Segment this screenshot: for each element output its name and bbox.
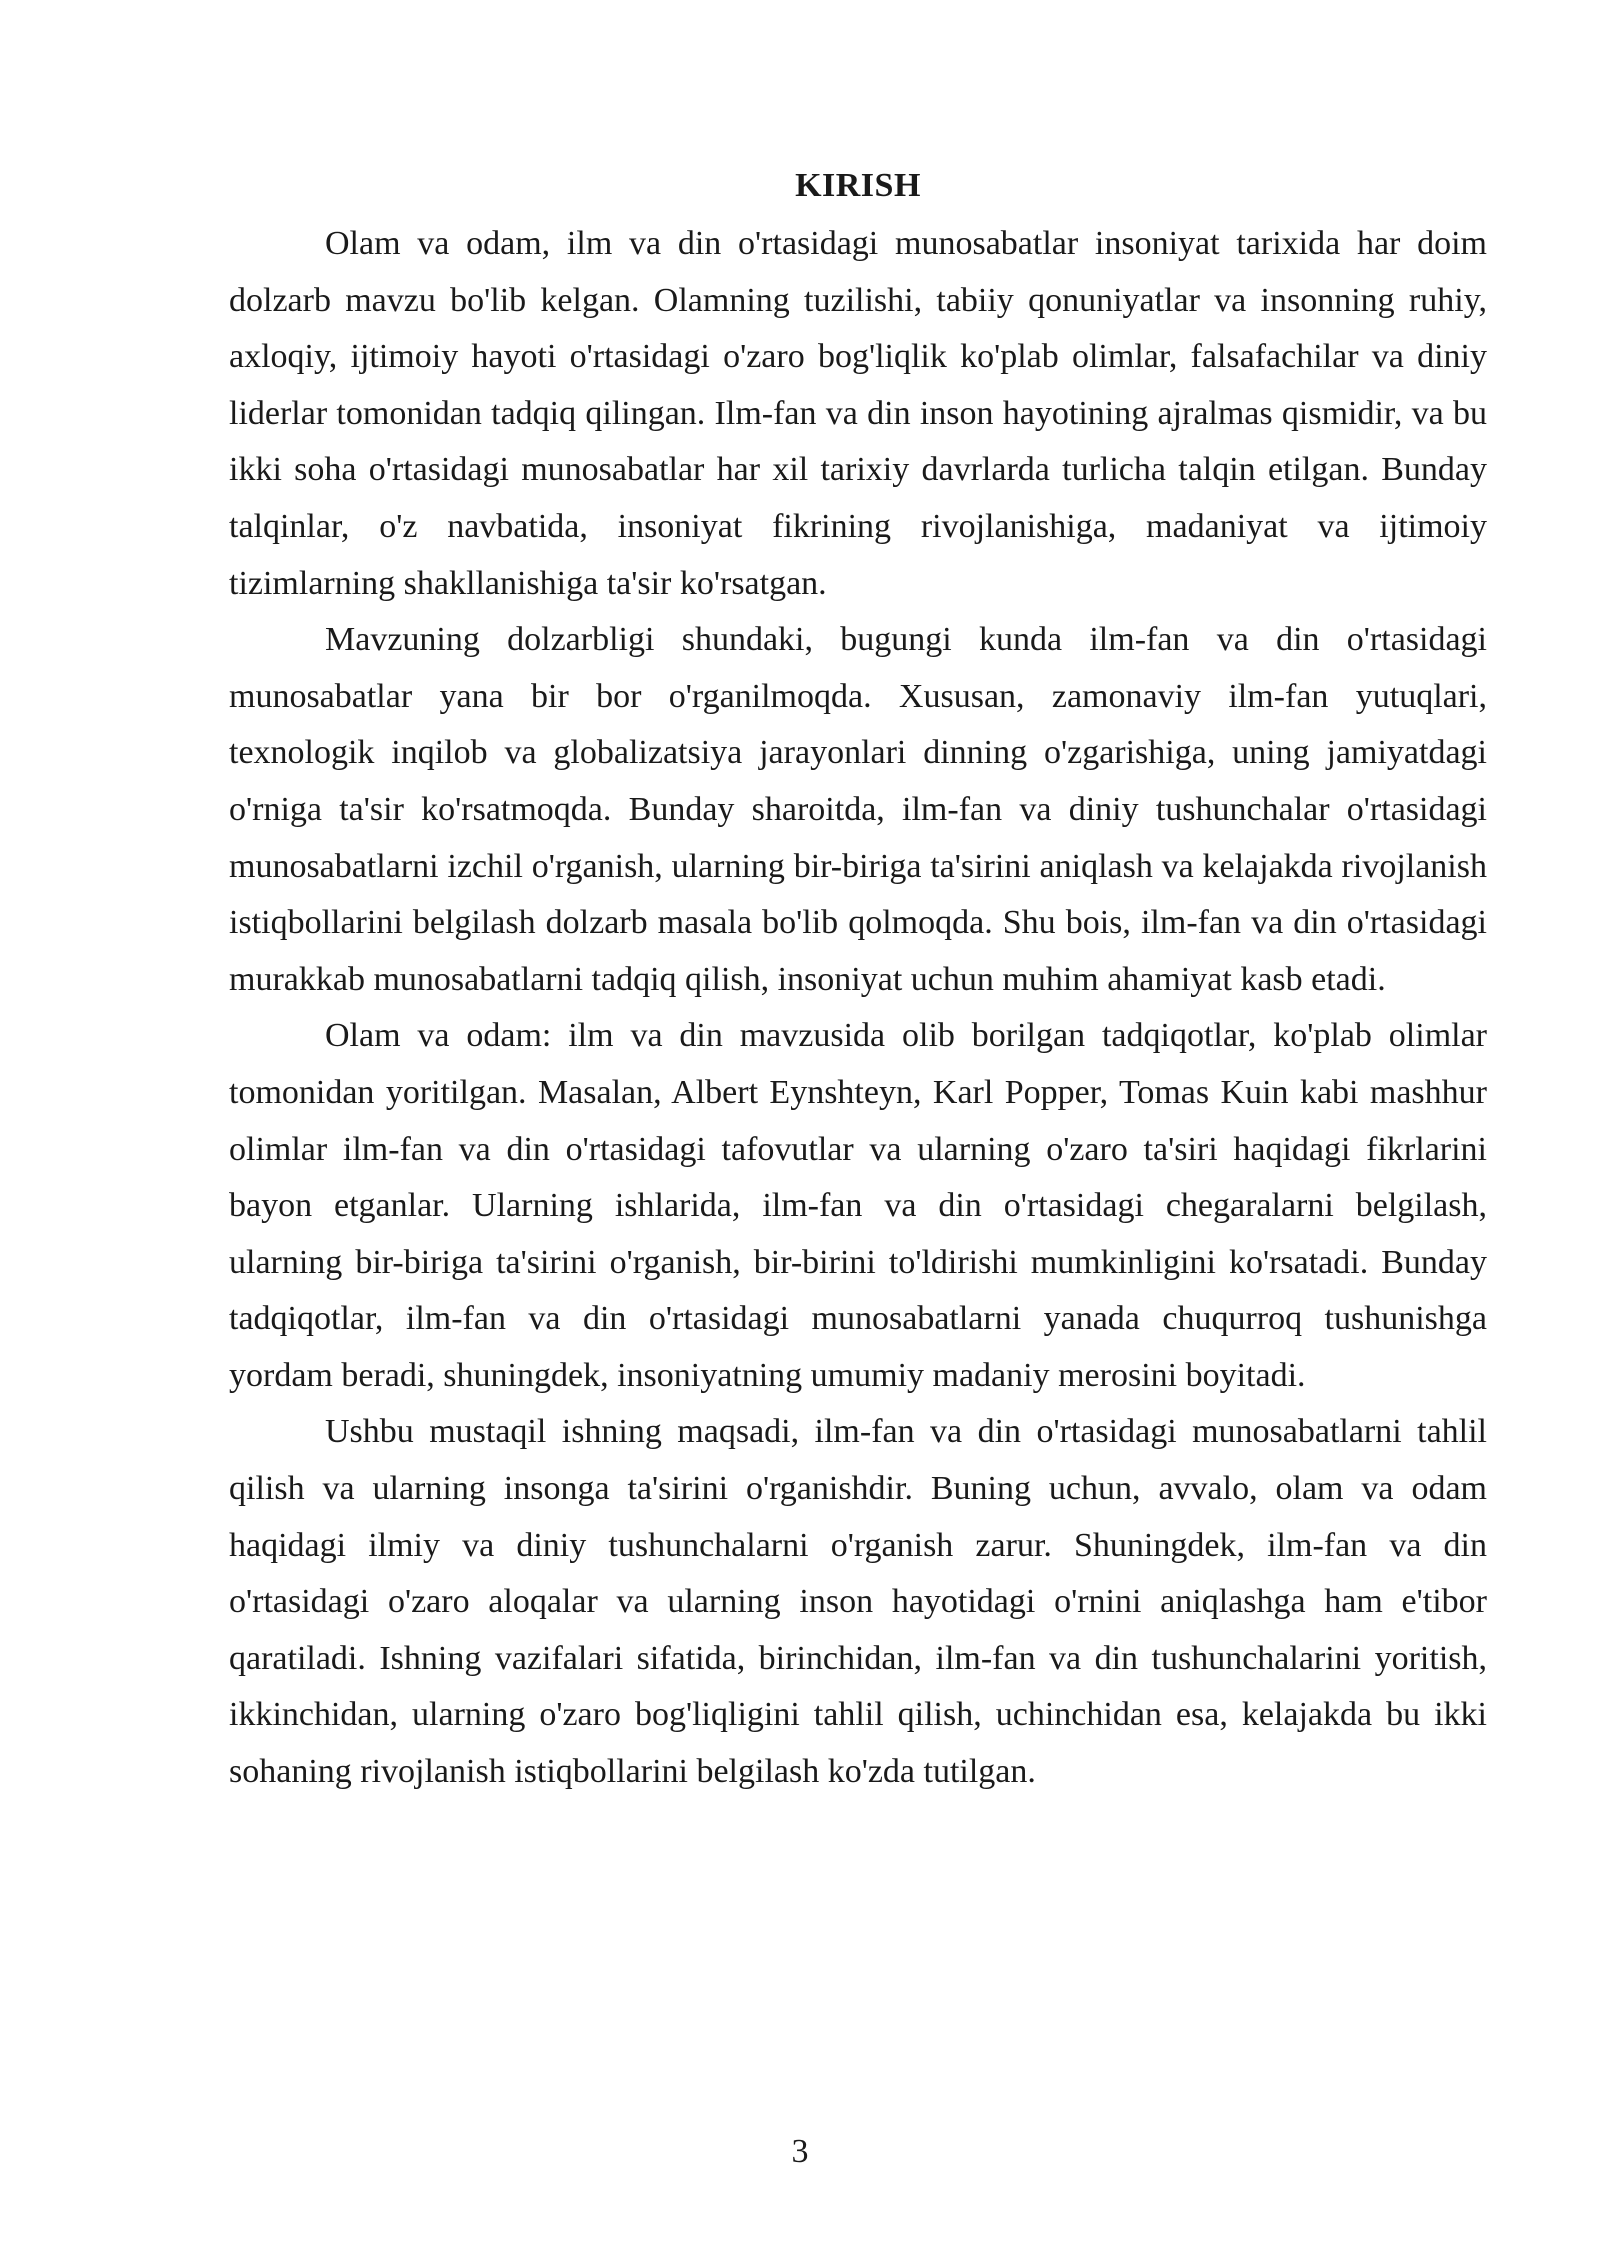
page-title: KIRISH [795,167,921,204]
page-number: 3 [791,2133,809,2170]
paragraph-introduction: Olam va odam, ilm va din o'rtasidagi munosabatlar insoniyat tarixida har doim dolzarb mavzu bo'lib kelgan. Olamning tuzilishi, tabiiy qonuniyatlar va insonning ruhiy, axloqiy, ijtimoiy hayoti o'rtasidagi o'zaro bog'liqlik ko'plab olimlar, falsafachilar va diniy liderlar tomonidan tadqiq qilingan. Ilm-fan va din inson hayotining ajralmas qismidir, va bu ikki soha o'rtasidagi munosabatlar har xil tarixiy davrlarda turlicha talqin etilgan. Bunday talqinlar, o'z navbatida, insoniyat fikrining rivojlanishiga, madaniyat va ijtimoiy tizimlarning shakllanishiga ta'sir ko'rsatgan. [229,225,1487,602]
paragraph-goals: Ushbu mustaqil ishning maqsadi, ilm-fan va din o'rtasidagi munosabatlarni tahlil qilish va ularning insonga ta'sirini o'rganishdir. Buning uchun, avvalo, olam va odam haqidagi ilmiy va diniy tushunchalarni o'rganish zarur. Shuningdek, ilm-fan va din o'rtasidagi o'zaro aloqalar va ularning inson hayotidagi o'rnini aniqlashga ham e'tibor qaratiladi. Ishning vazifalari sifatida, birinchidan, ilm-fan va din tushunchalarini yoritish, ikkinchidan, ularning o'zaro bog'liqligini tahlil qilish, uchinchidan esa, kelajakda bu ikki sohaning rivojlanish istiqbollarini belgilash ko'zda tutilgan. [229,1413,1487,1791]
paragraph-research-review: Olam va odam: ilm va din mavzusida olib borilgan tadqiqotlar, ko'plab olimlar tomonidan yoritilgan. Masalan, Albert Eynshteyn, Karl Popper, Tomas Kuin kabi mashhur olimlar ilm-fan va din o'rtasidagi tafovutlar va ularning o'zaro ta'siri haqidagi fikrlarini bayon etganlar. Ularning ishlarida, ilm-fan va din o'rtasidagi chegaralarni belgilash, ularning bir-biriga ta'sirini o'rganish, bir-birini to'ldirishi mumkinligini ko'rsatadi. Bunday tadqiqotlar, ilm-fan va din o'rtasidagi munosabatlarni yanada chuqurroq tushunishga yordam beradi, shuningdek, insoniyatning umumiy madaniy merosini boyitadi. [229,1017,1487,1394]
page-content [229,162,1487,1801]
paragraph-relevance: Mavzuning dolzarbligi shundaki, bugungi kunda ilm-fan va din o'rtasidagi munosabatlar yana bir bor o'rganilmoqda. Xususan, zamonaviy ilm-fan yutuqlari, texnologik inqilob va globalizatsiya jarayonlari dinning o'zgarishiga, uning jamiyatdagi o'rniga ta'sir ko'rsatmoqda. Bunday sharoitda, ilm-fan va diniy tushunchalar o'rtasidagi munosabatlarni izchil o'rganish, ularning bir-biriga ta'sirini aniqlash va kelajakda rivojlanish istiqbollarini belgilash dolzarb masala bo'lib qolmoqda. Shu bois, ilm-fan va din o'rtasidagi murakkab munosabatlarni tadqiq qilish, insoniyat uchun muhim ahamiyat kasb etadi. [229,621,1487,998]
